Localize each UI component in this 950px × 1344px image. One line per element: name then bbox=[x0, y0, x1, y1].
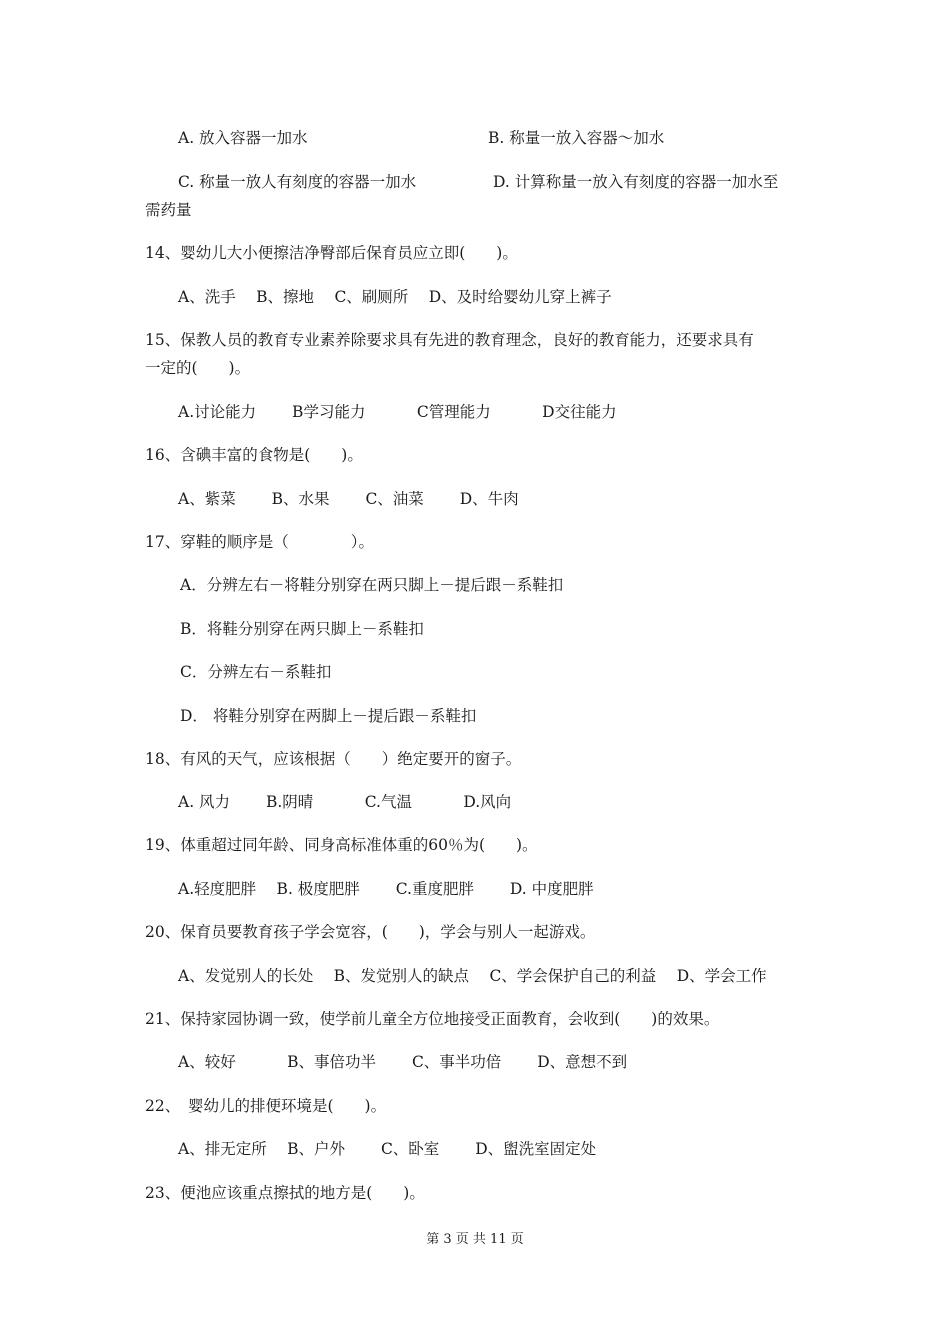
question-21: 21、保持家园协调一致，使学前儿童全方位地接受正面教育，会收到( )的效果。 bbox=[145, 1010, 720, 1028]
options-18: A. 风力 B.阴晴 C.气温 D.风向 bbox=[178, 793, 512, 811]
option-13b: B. 称量一放入容器～加水 bbox=[488, 129, 665, 147]
question-19: 19、体重超过同年龄、同身高标准体重的60％为( )。 bbox=[145, 836, 538, 854]
options-14: A、洗手 B、擦地 C、刷厕所 D、及时给婴幼儿穿上裤子 bbox=[178, 288, 612, 306]
question-15: 15、保教人员的教育专业素养除要求具有先进的教育理念，良好的教育能力，还要求具有 bbox=[145, 331, 754, 349]
options-16: A、紫菜 B、水果 C、油菜 D、牛肉 bbox=[178, 490, 519, 508]
page-footer: 第 3 页 共 11 页 bbox=[426, 1232, 524, 1247]
question-14: 14、婴幼儿大小便擦洁净臀部后保育员应立即( )。 bbox=[145, 244, 518, 262]
question-22: 22、 婴幼儿的排便环境是( )。 bbox=[145, 1097, 387, 1115]
option-13a: A. 放入容器一加水 bbox=[178, 129, 308, 147]
option-13d: D. 计算称量一放入有刻度的容器一加水至 bbox=[493, 173, 779, 191]
options-15: A.讨论能力 B学习能力 C管理能力 D交往能力 bbox=[178, 403, 617, 421]
question-18: 18、有风的天气，应该根据（ ）绝定要开的窗子。 bbox=[145, 750, 522, 768]
question-17: 17、穿鞋的顺序是（ ）。 bbox=[145, 533, 374, 551]
options-19: A.轻度肥胖 B. 极度肥胖 C.重度肥胖 D. 中度肥胖 bbox=[178, 880, 594, 898]
option-17a: A．分辨左右－将鞋分别穿在两只脚上－提后跟－系鞋扣 bbox=[180, 576, 564, 594]
question-16: 16、含碘丰富的食物是( )。 bbox=[145, 446, 363, 464]
options-22: A、排无定所 B、户外 C、卧室 D、盥洗室固定处 bbox=[178, 1140, 597, 1158]
option-17d: D． 将鞋分别穿在两脚上－提后跟－系鞋扣 bbox=[180, 707, 477, 725]
options-20: A、发觉别人的长处 B、发觉别人的缺点 C、学会保护自己的利益 D、学会工作 bbox=[178, 967, 767, 985]
question-15-cont: 一定的( )。 bbox=[145, 359, 251, 377]
options-21: A、较好 B、事倍功半 C、事半功倍 D、意想不到 bbox=[178, 1053, 628, 1071]
option-13c: C. 称量一放人有刻度的容器一加水 bbox=[178, 173, 417, 191]
question-20: 20、保育员要教育孩子学会宽容，( )，学会与别人一起游戏。 bbox=[145, 923, 596, 941]
option-17b: B．将鞋分别穿在两只脚上－系鞋扣 bbox=[180, 620, 424, 638]
option-17c: C．分辨左右－系鞋扣 bbox=[180, 663, 332, 681]
question-23: 23、便池应该重点擦拭的地方是( )。 bbox=[145, 1184, 425, 1202]
option-13d-cont: 需药量 bbox=[145, 201, 192, 219]
